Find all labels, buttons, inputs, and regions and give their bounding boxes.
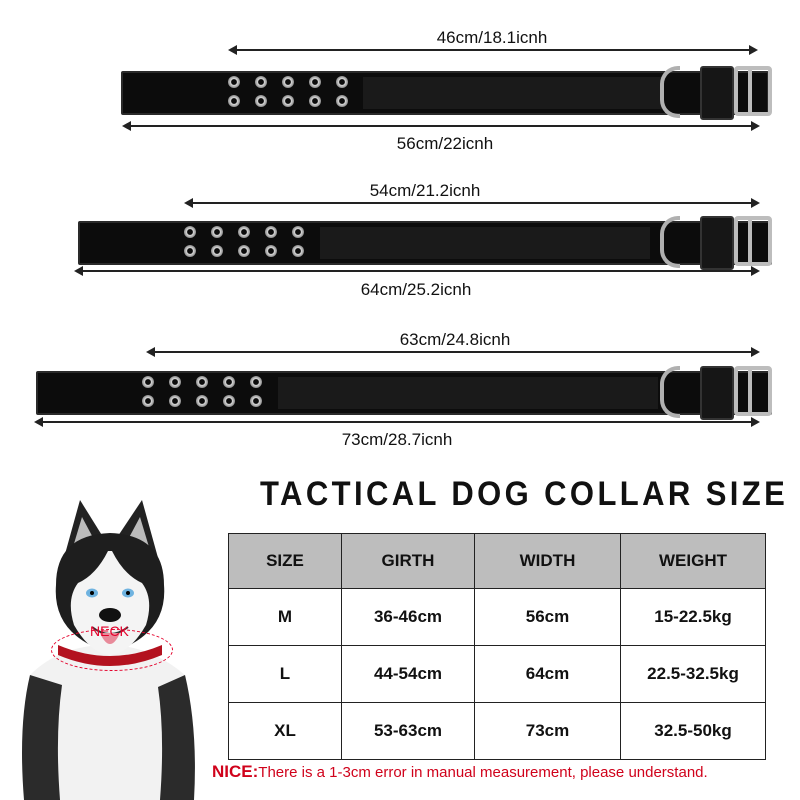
note-prefix: NICE: xyxy=(212,762,259,781)
cell-size: M xyxy=(229,589,342,646)
buckle-icon xyxy=(734,216,772,266)
grommet-icon xyxy=(238,226,250,238)
grommet-icon xyxy=(265,226,277,238)
velcro-strip xyxy=(278,377,658,409)
grommet-icon xyxy=(309,76,321,88)
cell-size: L xyxy=(229,646,342,703)
collar-l-outer-arrow xyxy=(76,270,758,272)
col-header-size: SIZE xyxy=(229,534,342,589)
grommet-icon xyxy=(336,95,348,107)
buckle-icon xyxy=(734,66,772,116)
collar-xl-inner-arrow xyxy=(148,351,758,353)
grommet-icon xyxy=(211,245,223,257)
col-header-weight: WEIGHT xyxy=(621,534,766,589)
page-title: TACTICAL DOG COLLAR SIZE xyxy=(260,474,789,513)
velcro-strip xyxy=(363,77,663,109)
grommet-icon xyxy=(336,76,348,88)
grommet-icon xyxy=(309,95,321,107)
grommet-row-bottom xyxy=(228,95,348,107)
grommet-icon xyxy=(250,395,262,407)
grommet-icon xyxy=(223,395,235,407)
collar-m-outer-length: 56cm/22icnh xyxy=(396,134,494,153)
grommet-icon xyxy=(265,245,277,257)
table-row xyxy=(229,589,766,646)
grommet-row-top xyxy=(184,226,304,238)
grommet-icon xyxy=(142,395,154,407)
measurement-note xyxy=(212,762,708,782)
grommet-icon xyxy=(184,226,196,238)
col-header-girth: GIRTH xyxy=(342,534,475,589)
collar-xl-outer-length: 73cm/28.7icnh xyxy=(341,430,453,449)
size-table xyxy=(228,533,766,760)
buckle-icon xyxy=(734,366,772,416)
cell-weight: 15-22.5kg xyxy=(621,589,766,646)
grommet-icon xyxy=(196,376,208,388)
cell-weight: 32.5-50kg xyxy=(621,703,766,760)
grommet-icon xyxy=(282,95,294,107)
collar-xl-outer-arrow xyxy=(36,421,758,423)
cell-girth: 36-46cm xyxy=(342,589,475,646)
grommet-icon xyxy=(292,226,304,238)
grommet-icon xyxy=(196,395,208,407)
grommet-icon xyxy=(228,95,240,107)
collar-keeper xyxy=(700,366,734,420)
cell-weight: 22.5-32.5kg xyxy=(621,646,766,703)
grommet-row-top xyxy=(142,376,262,388)
d-ring-icon xyxy=(660,66,680,118)
collar-m-inner-length: 46cm/18.1icnh xyxy=(436,28,548,47)
cell-width: 64cm xyxy=(475,646,621,703)
collar-keeper xyxy=(700,216,734,270)
table-row xyxy=(229,703,766,760)
velcro-strip xyxy=(320,227,650,259)
grommet-icon xyxy=(238,245,250,257)
grommet-icon xyxy=(250,376,262,388)
note-text: There is a 1-3cm error in manual measurement, please understand. xyxy=(258,764,708,781)
grommet-icon xyxy=(292,245,304,257)
grommet-icon xyxy=(223,376,235,388)
grommet-row-bottom xyxy=(142,395,262,407)
collar-xl-inner-length: 63cm/24.8icnh xyxy=(399,330,511,349)
grommet-row-top xyxy=(228,76,348,88)
grommet-icon xyxy=(142,376,154,388)
grommet-icon xyxy=(169,395,181,407)
grommet-row-bottom xyxy=(184,245,304,257)
cell-girth: 53-63cm xyxy=(342,703,475,760)
grommet-icon xyxy=(211,226,223,238)
cell-size: XL xyxy=(229,703,342,760)
table-row xyxy=(229,646,766,703)
neck-label: NECK xyxy=(90,623,129,639)
grommet-icon xyxy=(184,245,196,257)
collar-m-inner-arrow xyxy=(230,49,756,51)
grommet-icon xyxy=(255,95,267,107)
collar-m-outer-arrow xyxy=(124,125,758,127)
cell-girth: 44-54cm xyxy=(342,646,475,703)
grommet-icon xyxy=(228,76,240,88)
collar-l-outer-length: 64cm/25.2icnh xyxy=(360,280,472,299)
d-ring-icon xyxy=(660,216,680,268)
grommet-icon xyxy=(169,376,181,388)
grommet-icon xyxy=(282,76,294,88)
collar-keeper xyxy=(700,66,734,120)
d-ring-icon xyxy=(660,366,680,418)
col-header-width: WIDTH xyxy=(475,534,621,589)
cell-width: 73cm xyxy=(475,703,621,760)
cell-width: 56cm xyxy=(475,589,621,646)
collar-l-inner-length: 54cm/21.2icnh xyxy=(369,181,481,200)
grommet-icon xyxy=(255,76,267,88)
collar-l-inner-arrow xyxy=(186,202,758,204)
table-header-row xyxy=(229,534,766,589)
